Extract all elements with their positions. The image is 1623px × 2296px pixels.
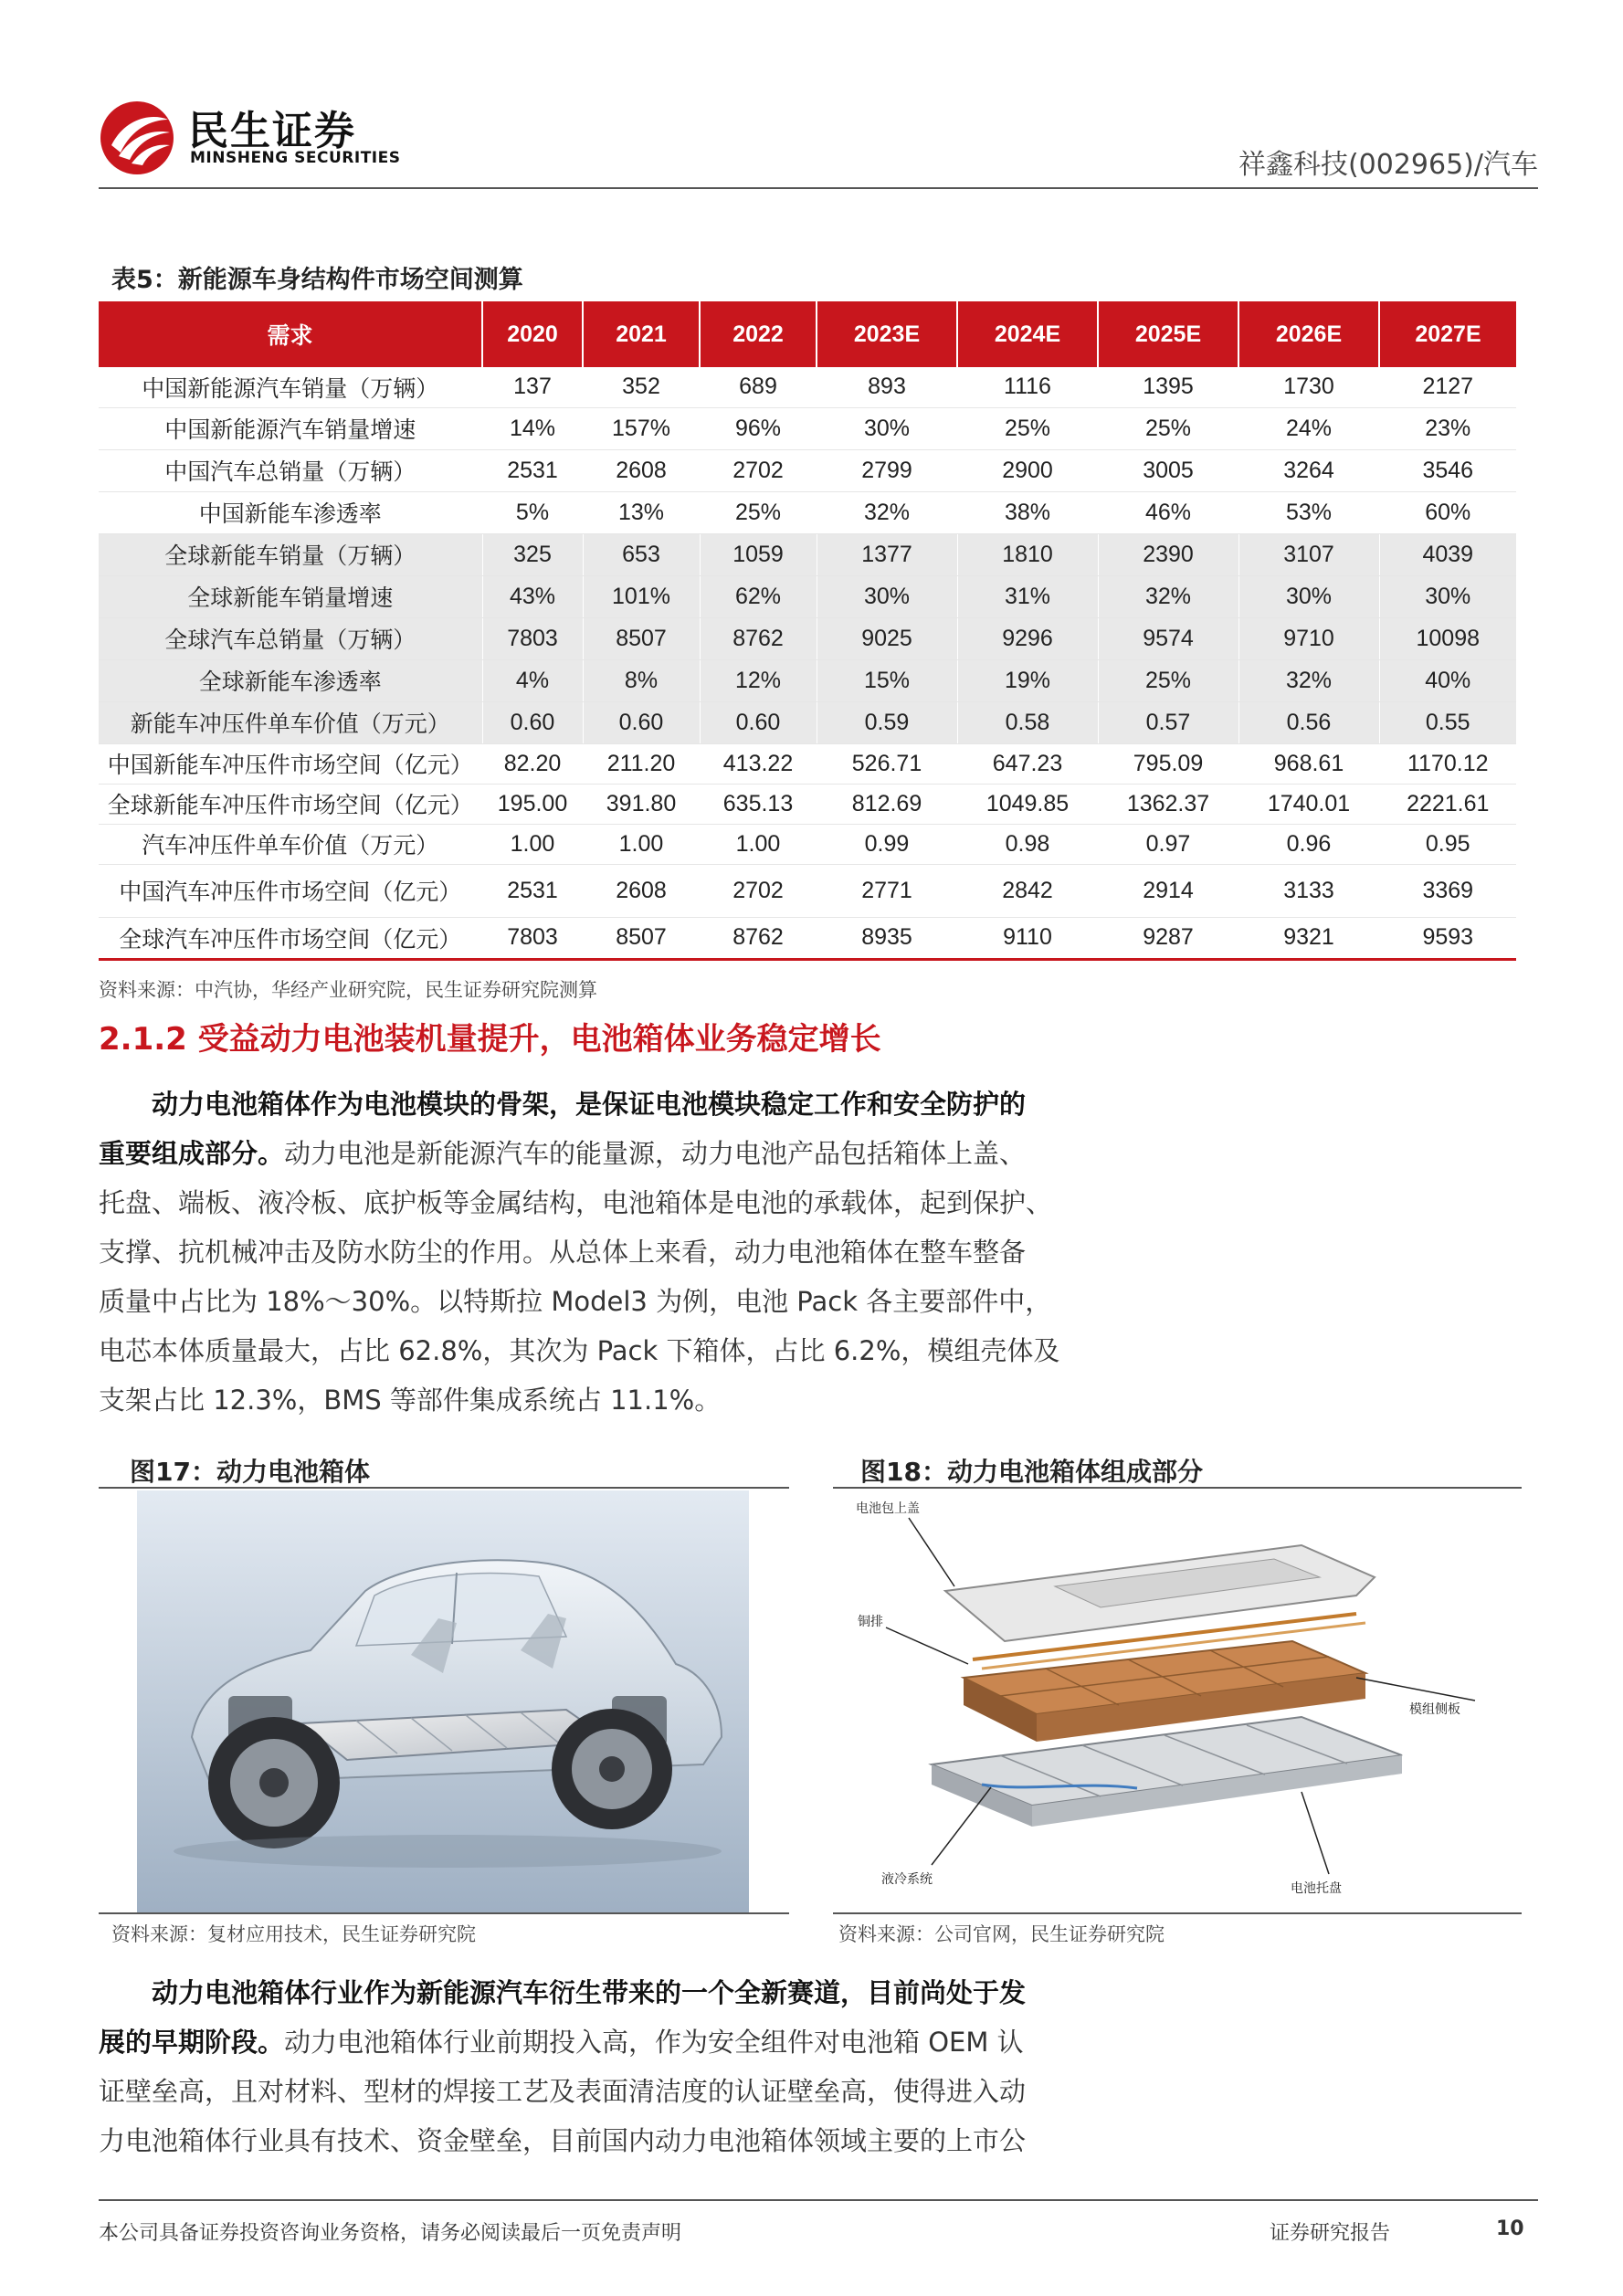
page-header xyxy=(99,96,1538,187)
row-label: 新能车冲压件单车价值（万元） xyxy=(99,701,482,743)
table-cell: 40% xyxy=(1379,659,1516,701)
table-cell: 9296 xyxy=(957,617,1098,659)
column-header-year: 2026E xyxy=(1238,301,1379,367)
table-cell: 1116 xyxy=(957,367,1098,407)
column-header-year: 2021 xyxy=(583,301,700,367)
table-cell: 19% xyxy=(957,659,1098,701)
table-cell: 2531 xyxy=(482,864,583,917)
table-source: 资料来源：中汽协，华经产业研究院，民生证券研究院测算 xyxy=(99,979,597,1001)
table-cell: 38% xyxy=(957,491,1098,533)
table-row xyxy=(99,575,1516,617)
para-bold-text: 展的早期阶段。 xyxy=(99,2027,285,2058)
table-row xyxy=(99,407,1516,449)
figure-17-bottom-divider xyxy=(99,1912,789,1914)
report-subject: 祥鑫科技(002965)/汽车 xyxy=(1238,149,1538,181)
table-cell: 15% xyxy=(817,659,957,701)
table-cell: 2702 xyxy=(700,864,817,917)
table-cell: 9321 xyxy=(1238,917,1379,959)
table-cell: 30% xyxy=(1238,575,1379,617)
table-cell: 2127 xyxy=(1379,367,1516,407)
table-cell: 391.80 xyxy=(583,784,700,824)
table-cell: 8% xyxy=(583,659,700,701)
label-battery-tray: 电池托盘 xyxy=(1291,1881,1342,1896)
table-row xyxy=(99,784,1516,824)
table-cell: 526.71 xyxy=(817,743,957,784)
table-cell: 25% xyxy=(1098,407,1238,449)
figure-18-bottom-divider xyxy=(833,1912,1522,1914)
table-row xyxy=(99,491,1516,533)
table-cell: 968.61 xyxy=(1238,743,1379,784)
table-cell: 5% xyxy=(482,491,583,533)
table-cell: 2702 xyxy=(700,449,817,491)
table-cell: 0.96 xyxy=(1238,824,1379,864)
para-bold-text: 动力电池箱体行业作为新能源汽车衍生带来的一个全新赛道，目前尚处于发 xyxy=(152,1977,1027,2008)
table-cell: 1740.01 xyxy=(1238,784,1379,824)
table-cell: 43% xyxy=(482,575,583,617)
table-title: 表5：新能源车身结构件市场空间测算 xyxy=(111,266,523,294)
row-label: 全球新能车渗透率 xyxy=(99,659,482,701)
column-header-year: 2024E xyxy=(957,301,1098,367)
para-line: 力电池箱体行业具有技术、资金壁垒，目前国内动力电池箱体领域主要的上市公 xyxy=(99,2125,1027,2156)
para-line: 电芯本体质量最大，占比 62.8%，其次为 Pack 下箱体，占比 6.2%，模组壳体及 xyxy=(99,1335,1060,1366)
table-cell: 23% xyxy=(1379,407,1516,449)
table-cell: 8935 xyxy=(817,917,957,959)
row-label: 全球新能车冲压件市场空间（亿元） xyxy=(99,784,482,824)
table-cell: 3107 xyxy=(1238,533,1379,575)
body-paragraph-2 xyxy=(99,1968,1067,2165)
table-cell: 1.00 xyxy=(700,824,817,864)
table-cell: 31% xyxy=(957,575,1098,617)
table-cell: 689 xyxy=(700,367,817,407)
table-cell: 157% xyxy=(583,407,700,449)
minsheng-logo-icon xyxy=(99,100,175,176)
table-cell: 24% xyxy=(1238,407,1379,449)
row-label: 全球新能车销量增速 xyxy=(99,575,482,617)
table-cell: 1.00 xyxy=(482,824,583,864)
table-cell: 9025 xyxy=(817,617,957,659)
table-cell: 3546 xyxy=(1379,449,1516,491)
para-line xyxy=(99,1080,1067,1129)
table-cell: 1810 xyxy=(957,533,1098,575)
table-cell: 14% xyxy=(482,407,583,449)
table-cell: 8762 xyxy=(700,917,817,959)
table-cell: 1362.37 xyxy=(1098,784,1238,824)
table-cell: 3264 xyxy=(1238,449,1379,491)
table-cell: 2390 xyxy=(1098,533,1238,575)
column-header-label: 需求 xyxy=(99,301,482,367)
table-cell: 413.22 xyxy=(700,743,817,784)
footer-disclaimer: 本公司具备证券投资咨询业务资格，请务必阅读最后一页免责声明 xyxy=(99,2222,682,2245)
table-row xyxy=(99,659,1516,701)
table-cell: 812.69 xyxy=(817,784,957,824)
row-label: 中国新能车冲压件市场空间（亿元） xyxy=(99,743,482,784)
table-cell: 2900 xyxy=(957,449,1098,491)
row-label: 中国汽车冲压件市场空间（亿元） xyxy=(99,864,482,917)
table-cell: 0.99 xyxy=(817,824,957,864)
logo-chinese-name: 民生证券 xyxy=(188,108,356,154)
table-cell: 4039 xyxy=(1379,533,1516,575)
table-cell: 2842 xyxy=(957,864,1098,917)
table-cell: 1.00 xyxy=(583,824,700,864)
figure-18-title: 图18：动力电池箱体组成部分 xyxy=(860,1457,1203,1487)
column-header-year: 2020 xyxy=(482,301,583,367)
table-cell: 30% xyxy=(1379,575,1516,617)
market-space-table xyxy=(99,301,1516,961)
table-cell: 0.95 xyxy=(1379,824,1516,864)
table-row xyxy=(99,864,1516,917)
table-cell: 101% xyxy=(583,575,700,617)
row-label: 全球汽车总销量（万辆） xyxy=(99,617,482,659)
table-cell: 32% xyxy=(1098,575,1238,617)
table-cell: 2608 xyxy=(583,864,700,917)
label-side-plate: 模组侧板 xyxy=(1409,1702,1460,1717)
column-header-year: 2023E xyxy=(817,301,957,367)
table-cell: 13% xyxy=(583,491,700,533)
table-cell: 1395 xyxy=(1098,367,1238,407)
label-cooling-system: 液冷系统 xyxy=(881,1872,933,1887)
table-cell: 653 xyxy=(583,533,700,575)
table-cell: 0.58 xyxy=(957,701,1098,743)
table-cell: 0.59 xyxy=(817,701,957,743)
table-cell: 2608 xyxy=(583,449,700,491)
figure-17-divider xyxy=(99,1487,789,1489)
table-cell: 32% xyxy=(817,491,957,533)
table-cell: 62% xyxy=(700,575,817,617)
table-cell: 0.60 xyxy=(583,701,700,743)
table-cell: 635.13 xyxy=(700,784,817,824)
column-header-year: 2025E xyxy=(1098,301,1238,367)
figure-17-image xyxy=(137,1490,749,1912)
para-line xyxy=(99,1129,1067,1178)
table-cell: 60% xyxy=(1379,491,1516,533)
table-cell: 1059 xyxy=(700,533,817,575)
table-cell: 2771 xyxy=(817,864,957,917)
table-cell: 10098 xyxy=(1379,617,1516,659)
para-line: 证壁垒高，且对材料、型材的焊接工艺及表面清洁度的认证壁垒高，使得进入动 xyxy=(99,2076,1027,2107)
footer-report-type: 证券研究报告 xyxy=(1270,2222,1391,2245)
figure-18-image xyxy=(845,1490,1516,1912)
column-header-year: 2022 xyxy=(700,301,817,367)
section-title: 2.1.2 受益动力电池装机量提升，电池箱体业务稳定增长 xyxy=(99,1021,881,1058)
table-cell: 9593 xyxy=(1379,917,1516,959)
para-line xyxy=(99,1968,1067,2017)
table-cell: 9574 xyxy=(1098,617,1238,659)
table-cell: 82.20 xyxy=(482,743,583,784)
footer-divider xyxy=(99,2199,1538,2201)
table-cell: 53% xyxy=(1238,491,1379,533)
table-cell: 25% xyxy=(700,491,817,533)
para-line xyxy=(99,2017,1067,2067)
table-cell: 195.00 xyxy=(482,784,583,824)
table-cell: 2914 xyxy=(1098,864,1238,917)
table-cell: 8507 xyxy=(583,617,700,659)
table-cell: 9710 xyxy=(1238,617,1379,659)
row-label: 中国新能源汽车销量（万辆） xyxy=(99,367,482,407)
table-cell: 25% xyxy=(957,407,1098,449)
para-text: 动力电池箱体行业前期投入高，作为安全组件对电池箱 OEM 认 xyxy=(284,2027,1024,2058)
figure-18-divider xyxy=(833,1487,1522,1489)
page-number: 10 xyxy=(1496,2217,1524,2240)
row-label: 全球新能车销量（万辆） xyxy=(99,533,482,575)
table-cell: 30% xyxy=(817,407,957,449)
table-cell: 0.60 xyxy=(482,701,583,743)
table-cell: 2221.61 xyxy=(1379,784,1516,824)
table-cell: 647.23 xyxy=(957,743,1098,784)
table-cell: 325 xyxy=(482,533,583,575)
row-label: 全球汽车冲压件市场空间（亿元） xyxy=(99,917,482,959)
figure-17-source: 资料来源：复材应用技术，民生证券研究院 xyxy=(111,1923,476,1945)
table-cell: 30% xyxy=(817,575,957,617)
table-cell: 0.60 xyxy=(700,701,817,743)
table-cell: 137 xyxy=(482,367,583,407)
company-logo xyxy=(99,96,401,178)
para-line: 支架占比 12.3%，BMS 等部件集成系统占 11.1%。 xyxy=(99,1385,722,1416)
para-bold-text: 动力电池箱体作为电池模块的骨架，是保证电池模块稳定工作和安全防护的 xyxy=(152,1089,1027,1120)
table-cell: 211.20 xyxy=(583,743,700,784)
table-cell: 3369 xyxy=(1379,864,1516,917)
table-row xyxy=(99,824,1516,864)
row-label: 中国新能车渗透率 xyxy=(99,491,482,533)
table-cell: 0.55 xyxy=(1379,701,1516,743)
table-cell: 3133 xyxy=(1238,864,1379,917)
table-cell: 96% xyxy=(700,407,817,449)
table-cell: 1377 xyxy=(817,533,957,575)
para-line: 托盘、端板、液冷板、底护板等金属结构，电池箱体是电池的承载体，起到保护、 xyxy=(99,1187,1053,1218)
table-row xyxy=(99,617,1516,659)
table-row xyxy=(99,449,1516,491)
logo-english-name: MINSHENG SECURITIES xyxy=(190,149,401,167)
para-line: 质量中占比为 18%～30%。以特斯拉 Model3 为例，电池 Pack 各主要部件中， xyxy=(99,1286,1052,1317)
table-row xyxy=(99,533,1516,575)
row-label: 中国新能源汽车销量增速 xyxy=(99,407,482,449)
table-cell: 1170.12 xyxy=(1379,743,1516,784)
column-header-year: 2027E xyxy=(1379,301,1516,367)
table-cell: 46% xyxy=(1098,491,1238,533)
label-busbar: 铜排 xyxy=(858,1615,883,1629)
table-cell: 795.09 xyxy=(1098,743,1238,784)
table-row xyxy=(99,701,1516,743)
table-cell: 893 xyxy=(817,367,957,407)
table-cell: 0.56 xyxy=(1238,701,1379,743)
table-header-row xyxy=(99,301,1516,367)
table-cell: 0.57 xyxy=(1098,701,1238,743)
header-divider xyxy=(99,187,1538,189)
table-cell: 8762 xyxy=(700,617,817,659)
table-cell: 9287 xyxy=(1098,917,1238,959)
table-cell: 8507 xyxy=(583,917,700,959)
table-cell: 0.98 xyxy=(957,824,1098,864)
para-bold-text: 重要组成部分。 xyxy=(99,1138,285,1169)
battery-box-exploded-diagram xyxy=(845,1490,1516,1912)
row-label: 汽车冲压件单车价值（万元） xyxy=(99,824,482,864)
table-cell: 7803 xyxy=(482,617,583,659)
row-label: 中国汽车总销量（万辆） xyxy=(99,449,482,491)
table-cell: 2799 xyxy=(817,449,957,491)
table-cell: 0.97 xyxy=(1098,824,1238,864)
table-row xyxy=(99,743,1516,784)
table-cell: 1730 xyxy=(1238,367,1379,407)
para-line: 支撑、抗机械冲击及防水防尘的作用。从总体上来看，动力电池箱体在整车整备 xyxy=(99,1237,1027,1268)
table-cell: 25% xyxy=(1098,659,1238,701)
table-cell: 2531 xyxy=(482,449,583,491)
table-cell: 9110 xyxy=(957,917,1098,959)
ev-battery-chassis-illustration xyxy=(137,1490,749,1912)
figure-17-title: 图17：动力电池箱体 xyxy=(130,1457,370,1487)
table-cell: 4% xyxy=(482,659,583,701)
para-text: 动力电池是新能源汽车的能量源，动力电池产品包括箱体上盖、 xyxy=(284,1138,1027,1169)
table-cell: 7803 xyxy=(482,917,583,959)
table-cell: 1049.85 xyxy=(957,784,1098,824)
label-top-cover: 电池包上盖 xyxy=(856,1501,920,1516)
table-cell: 12% xyxy=(700,659,817,701)
table-cell: 3005 xyxy=(1098,449,1238,491)
table-row xyxy=(99,917,1516,959)
table-cell: 32% xyxy=(1238,659,1379,701)
table-cell: 352 xyxy=(583,367,700,407)
body-paragraph-1 xyxy=(99,1080,1067,1425)
figure-18-source: 资料来源：公司官网，民生证券研究院 xyxy=(838,1923,1165,1945)
table-row xyxy=(99,367,1516,407)
